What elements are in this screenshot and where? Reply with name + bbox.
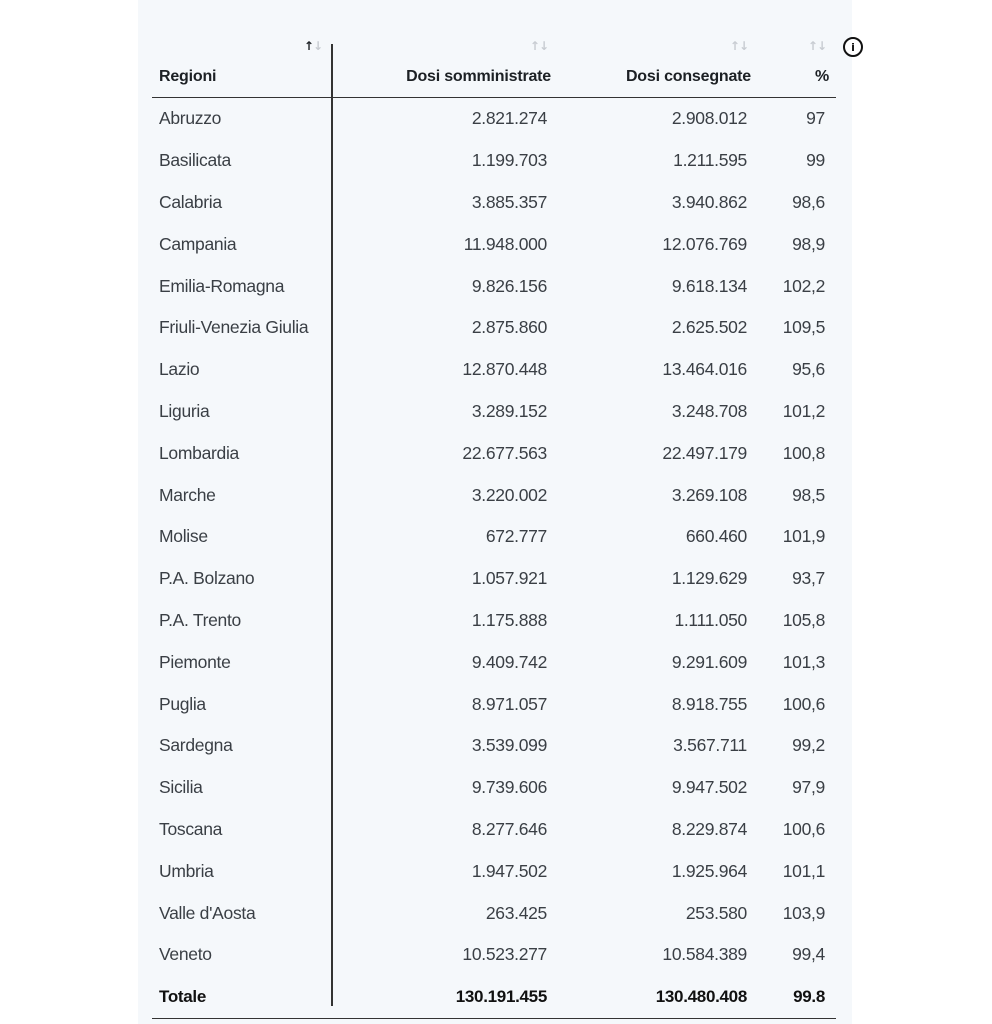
doses-delivered-cell: 2.625.502 xyxy=(671,317,747,338)
region-cell: Campania xyxy=(159,233,237,254)
doses-delivered-cell: 1.211.595 xyxy=(673,150,747,171)
column-divider xyxy=(331,44,333,1006)
doses-delivered-cell: 3.248.708 xyxy=(671,400,747,421)
column-header-label: Dosi consegnate xyxy=(625,68,751,85)
sort-arrows-icon[interactable]: ↑↓ xyxy=(529,39,548,53)
region-cell: Veneto xyxy=(159,944,212,965)
doses-delivered-cell: 8.918.755 xyxy=(671,693,747,714)
doses-administered-cell: 22.677.563 xyxy=(462,442,547,463)
region-cell: Piemonte xyxy=(159,651,231,672)
sort-arrows-icon[interactable]: ↑↓ xyxy=(303,39,322,53)
table-row xyxy=(152,558,836,600)
doses-delivered-cell: 1.129.629 xyxy=(671,568,747,589)
table-total-row xyxy=(152,976,836,1018)
region-cell: Lazio xyxy=(159,359,200,380)
percent-cell: 99 xyxy=(806,150,825,171)
percent-cell: 101,2 xyxy=(782,400,825,421)
doses-administered-cell: 1.947.502 xyxy=(471,860,547,881)
table-row xyxy=(152,265,836,307)
percent-cell: 98,5 xyxy=(792,484,825,505)
doses-delivered-cell: 9.291.609 xyxy=(671,651,747,672)
percent-cell: 98,9 xyxy=(792,233,825,254)
table-row xyxy=(152,98,836,140)
column-header-label: Dosi somministrate xyxy=(406,68,551,85)
doses-administered-cell: 8.277.646 xyxy=(471,818,547,839)
doses-delivered-cell: 2.908.012 xyxy=(671,108,747,129)
table-row xyxy=(152,432,836,474)
total-doses-delivered-cell: 130.480.408 xyxy=(558,976,758,1018)
region-cell: Puglia xyxy=(159,693,206,714)
region-cell: Friuli-Venezia Giulia xyxy=(159,317,309,338)
percent-cell: 109,5 xyxy=(782,317,825,338)
region-cell: Basilicata xyxy=(159,150,231,171)
column-header-regioni[interactable] xyxy=(152,36,332,98)
doses-administered-cell: 8.971.057 xyxy=(471,693,547,714)
doses-delivered-cell: 12.076.769 xyxy=(662,233,747,254)
doses-delivered-cell: 8.229.874 xyxy=(671,818,747,839)
percent-cell: 100,6 xyxy=(782,818,825,839)
region-cell: P.A. Trento xyxy=(159,609,241,630)
info-icon[interactable] xyxy=(843,37,863,57)
doses-delivered-cell: 9.947.502 xyxy=(671,777,747,798)
percent-cell: 97 xyxy=(806,108,825,129)
doses-delivered-cell: 3.567.711 xyxy=(673,735,747,756)
percent-cell: 93,7 xyxy=(792,568,825,589)
table-body xyxy=(152,98,836,1019)
table-row xyxy=(152,683,836,725)
table-row xyxy=(152,641,836,683)
doses-administered-cell: 3.539.099 xyxy=(471,735,547,756)
percent-cell: 101,9 xyxy=(782,526,825,547)
percent-cell: 97,9 xyxy=(792,777,825,798)
table-row xyxy=(152,934,836,976)
vaccine-doses-table xyxy=(152,36,836,1019)
table-row xyxy=(152,182,836,224)
percent-cell: 101,1 xyxy=(782,860,825,881)
total-doses-administered-cell: 130.191.455 xyxy=(332,976,558,1018)
doses-administered-cell: 1.175.888 xyxy=(471,609,547,630)
table-row xyxy=(152,809,836,851)
region-cell: Liguria xyxy=(159,400,210,421)
doses-administered-cell: 12.870.448 xyxy=(462,359,547,380)
doses-delivered-cell: 3.269.108 xyxy=(671,484,747,505)
column-header-percent[interactable] xyxy=(758,36,836,98)
percent-cell: 100,6 xyxy=(782,693,825,714)
column-header-label: % xyxy=(814,68,829,85)
percent-cell: 103,9 xyxy=(782,902,825,923)
table-row xyxy=(152,223,836,265)
percent-cell: 102,2 xyxy=(782,275,825,296)
table-row xyxy=(152,892,836,934)
percent-cell: 101,3 xyxy=(782,651,825,672)
region-cell: Sardegna xyxy=(159,735,233,756)
doses-administered-cell: 2.875.860 xyxy=(471,317,547,338)
table-row xyxy=(152,349,836,391)
region-cell: Sicilia xyxy=(159,777,203,798)
table-row xyxy=(152,850,836,892)
total-region-cell: Totale xyxy=(152,976,332,1018)
doses-delivered-cell: 253.580 xyxy=(685,902,747,923)
region-cell: Lombardia xyxy=(159,442,239,463)
percent-cell: 100,8 xyxy=(782,442,825,463)
info-icon-glyph: i xyxy=(851,40,855,54)
table-row xyxy=(152,725,836,767)
doses-administered-cell: 3.220.002 xyxy=(471,484,547,505)
doses-administered-cell: 3.885.357 xyxy=(471,191,547,212)
doses-administered-cell: 10.523.277 xyxy=(462,944,547,965)
column-header-label: Regioni xyxy=(159,68,217,85)
percent-cell: 99,4 xyxy=(792,944,825,965)
doses-administered-cell: 9.409.742 xyxy=(471,651,547,672)
doses-delivered-cell: 3.940.862 xyxy=(671,191,747,212)
table-row xyxy=(152,600,836,642)
region-cell: Umbria xyxy=(159,860,214,881)
doses-delivered-cell: 1.111.050 xyxy=(674,609,747,630)
percent-cell: 98,6 xyxy=(792,191,825,212)
doses-delivered-cell: 13.464.016 xyxy=(662,359,747,380)
total-percent-cell: 99.8 xyxy=(758,976,836,1018)
region-cell: P.A. Bolzano xyxy=(159,568,255,589)
doses-administered-cell: 9.739.606 xyxy=(471,777,547,798)
percent-cell: 99,2 xyxy=(792,735,825,756)
doses-administered-cell: 9.826.156 xyxy=(471,275,547,296)
percent-cell: 95,6 xyxy=(792,359,825,380)
doses-administered-cell: 672.777 xyxy=(485,526,547,547)
sort-arrows-icon[interactable]: ↑↓ xyxy=(729,39,748,53)
region-cell: Valle d'Aosta xyxy=(159,902,256,923)
table-row xyxy=(152,516,836,558)
table-row xyxy=(152,140,836,182)
region-cell: Calabria xyxy=(159,191,222,212)
table-row xyxy=(152,307,836,349)
doses-administered-cell: 3.289.152 xyxy=(471,400,547,421)
doses-delivered-cell: 660.460 xyxy=(685,526,747,547)
doses-delivered-cell: 1.925.964 xyxy=(671,860,747,881)
table-row xyxy=(152,391,836,433)
percent-cell: 105,8 xyxy=(782,609,825,630)
doses-administered-cell: 2.821.274 xyxy=(471,108,547,129)
doses-delivered-cell: 10.584.389 xyxy=(662,944,747,965)
region-cell: Marche xyxy=(159,484,216,505)
column-header-dosi-somministrate[interactable] xyxy=(332,36,558,98)
region-cell: Abruzzo xyxy=(159,108,222,129)
doses-delivered-cell: 22.497.179 xyxy=(662,442,747,463)
region-cell: Toscana xyxy=(159,818,223,839)
region-cell: Molise xyxy=(159,526,208,547)
region-cell: Emilia-Romagna xyxy=(159,275,285,296)
doses-administered-cell: 1.057.921 xyxy=(471,568,547,589)
doses-administered-cell: 11.948.000 xyxy=(463,233,547,254)
doses-administered-cell: 1.199.703 xyxy=(471,150,547,171)
table-row xyxy=(152,474,836,516)
table-row xyxy=(152,767,836,809)
column-header-dosi-consegnate[interactable] xyxy=(558,36,758,98)
doses-delivered-cell: 9.618.134 xyxy=(671,275,747,296)
table-header-row xyxy=(152,36,836,98)
sort-arrows-icon[interactable]: ↑↓ xyxy=(807,39,826,53)
doses-administered-cell: 263.425 xyxy=(485,902,547,923)
